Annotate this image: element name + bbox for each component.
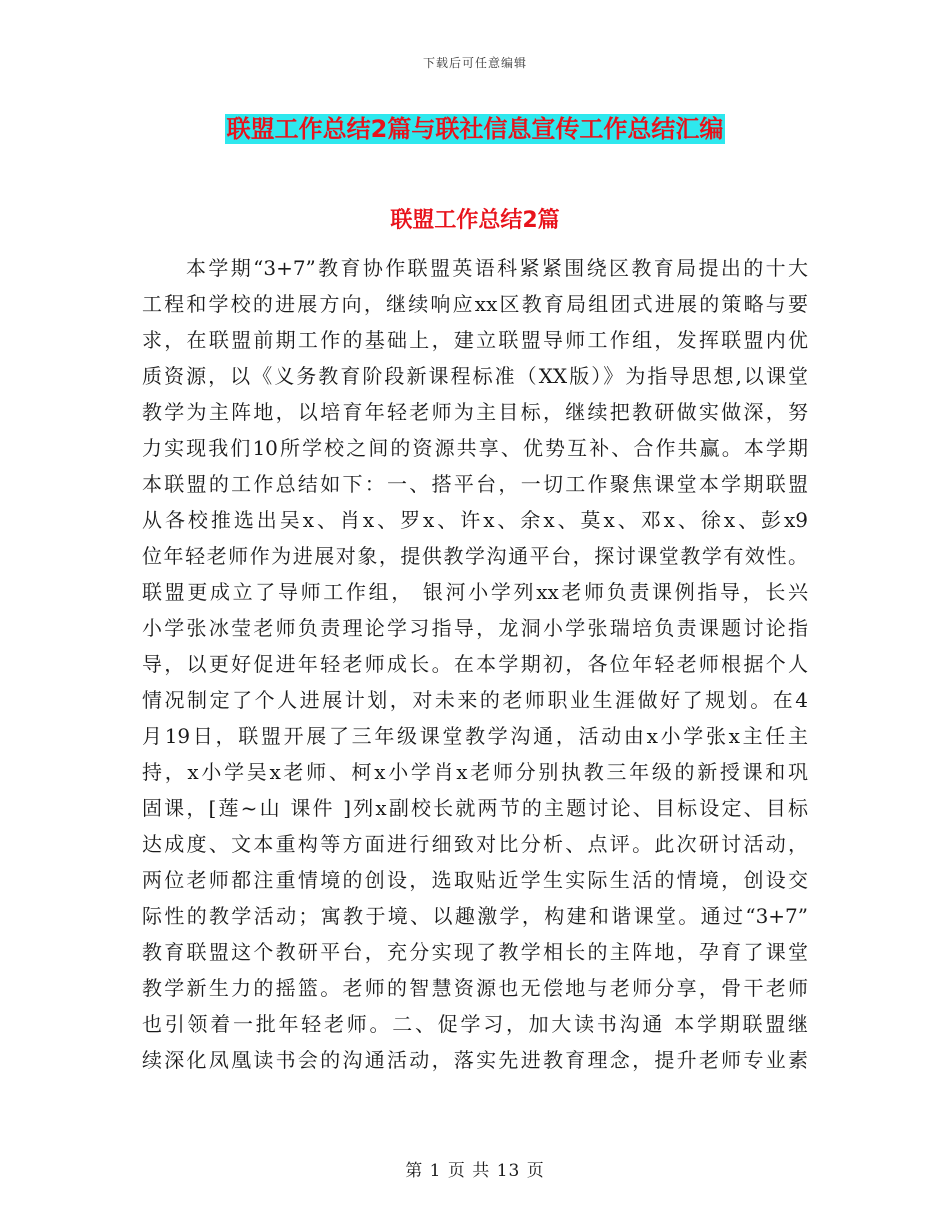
text-line: 工程和学校的进展方向，继续响应xx区教育局组团式进展的策略与要	[142, 292, 808, 316]
body-paragraph	[142, 250, 808, 1078]
text-line: 联盟更成立了导师工作组， 银河小学列xx老师负责课例指导，长兴	[142, 580, 808, 604]
text-line: 持，x小学吴x老师、柯x小学肖x老师分别执教三年级的新授课和巩	[142, 760, 808, 784]
main-title: 联盟工作总结2篇与联社信息宣传工作总结汇编	[226, 115, 724, 143]
text-line: 力实现我们10所学校之间的资源共享、优势互补、合作共赢。本学期	[142, 436, 808, 460]
text-line: 求，在联盟前期工作的基础上，建立联盟导师工作组，发挥联盟内优	[142, 328, 808, 352]
text-line: 续深化凤凰读书会的沟通活动，落实先进教育理念，提升老师专业素	[142, 1048, 808, 1072]
text-line: 质资源，以《义务教育阶段新课程标准（XX版）》为指导思想,以课堂	[142, 364, 808, 388]
text-line: 教学为主阵地，以培育年轻老师为主目标，继续把教研做实做深，努	[142, 400, 808, 424]
page-number: 第 1 页 共 13 页	[405, 1161, 545, 1181]
text-line: 小学张冰莹老师负责理论学习指导，龙洞小学张瑞培负责课题讨论指	[142, 616, 808, 640]
section-title: 联盟工作总结2篇	[390, 208, 560, 233]
text-line: 位年轻老师作为进展对象，提供教学沟通平台，探讨课堂教学有效性。	[142, 544, 808, 568]
text-line: 从各校推选出吴x、肖x、罗x、许x、余x、莫x、邓x、徐x、彭x9	[142, 508, 808, 532]
text-line: 教育联盟这个教研平台，充分实现了教学相长的主阵地，孕育了课堂	[142, 940, 808, 964]
text-line: 本学期“3+7”教育协作联盟英语科紧紧围绕区教育局提出的十大	[186, 256, 808, 280]
text-line: 达成度、文本重构等方面进行细致对比分析、点评。此次研讨活动，	[142, 832, 808, 856]
text-line: 导，以更好促进年轻老师成长。在本学期初，各位年轻老师根据个人	[142, 652, 808, 676]
text-line: 情况制定了个人进展计划，对未来的老师职业生涯做好了规划。在4	[142, 688, 808, 712]
main-title-container	[0, 114, 950, 144]
text-line: 也引领着一批年轻老师。二、促学习，加大读书沟通 本学期联盟继	[142, 1012, 808, 1036]
text-line: 月19日，联盟开展了三年级课堂教学沟通，活动由x小学张x主任主	[142, 724, 808, 748]
text-line: 固课，[莲~山 课件 ]列x副校长就两节的主题讨论、目标设定、目标	[142, 796, 808, 820]
text-line: 教学新生力的摇篮。老师的智慧资源也无偿地与老师分享，骨干老师	[142, 976, 808, 1000]
text-line: 际性的教学活动；寓教于境、以趣激学，构建和谐课堂。通过“3+7”	[142, 904, 808, 928]
text-line: 本联盟的工作总结如下：一、搭平台，一切工作聚焦课堂本学期联盟	[142, 472, 808, 496]
text-line: 两位老师都注重情境的创设，选取贴近学生实际生活的情境，创设交	[142, 868, 808, 892]
header-note: 下载后可任意编辑	[422, 56, 527, 70]
